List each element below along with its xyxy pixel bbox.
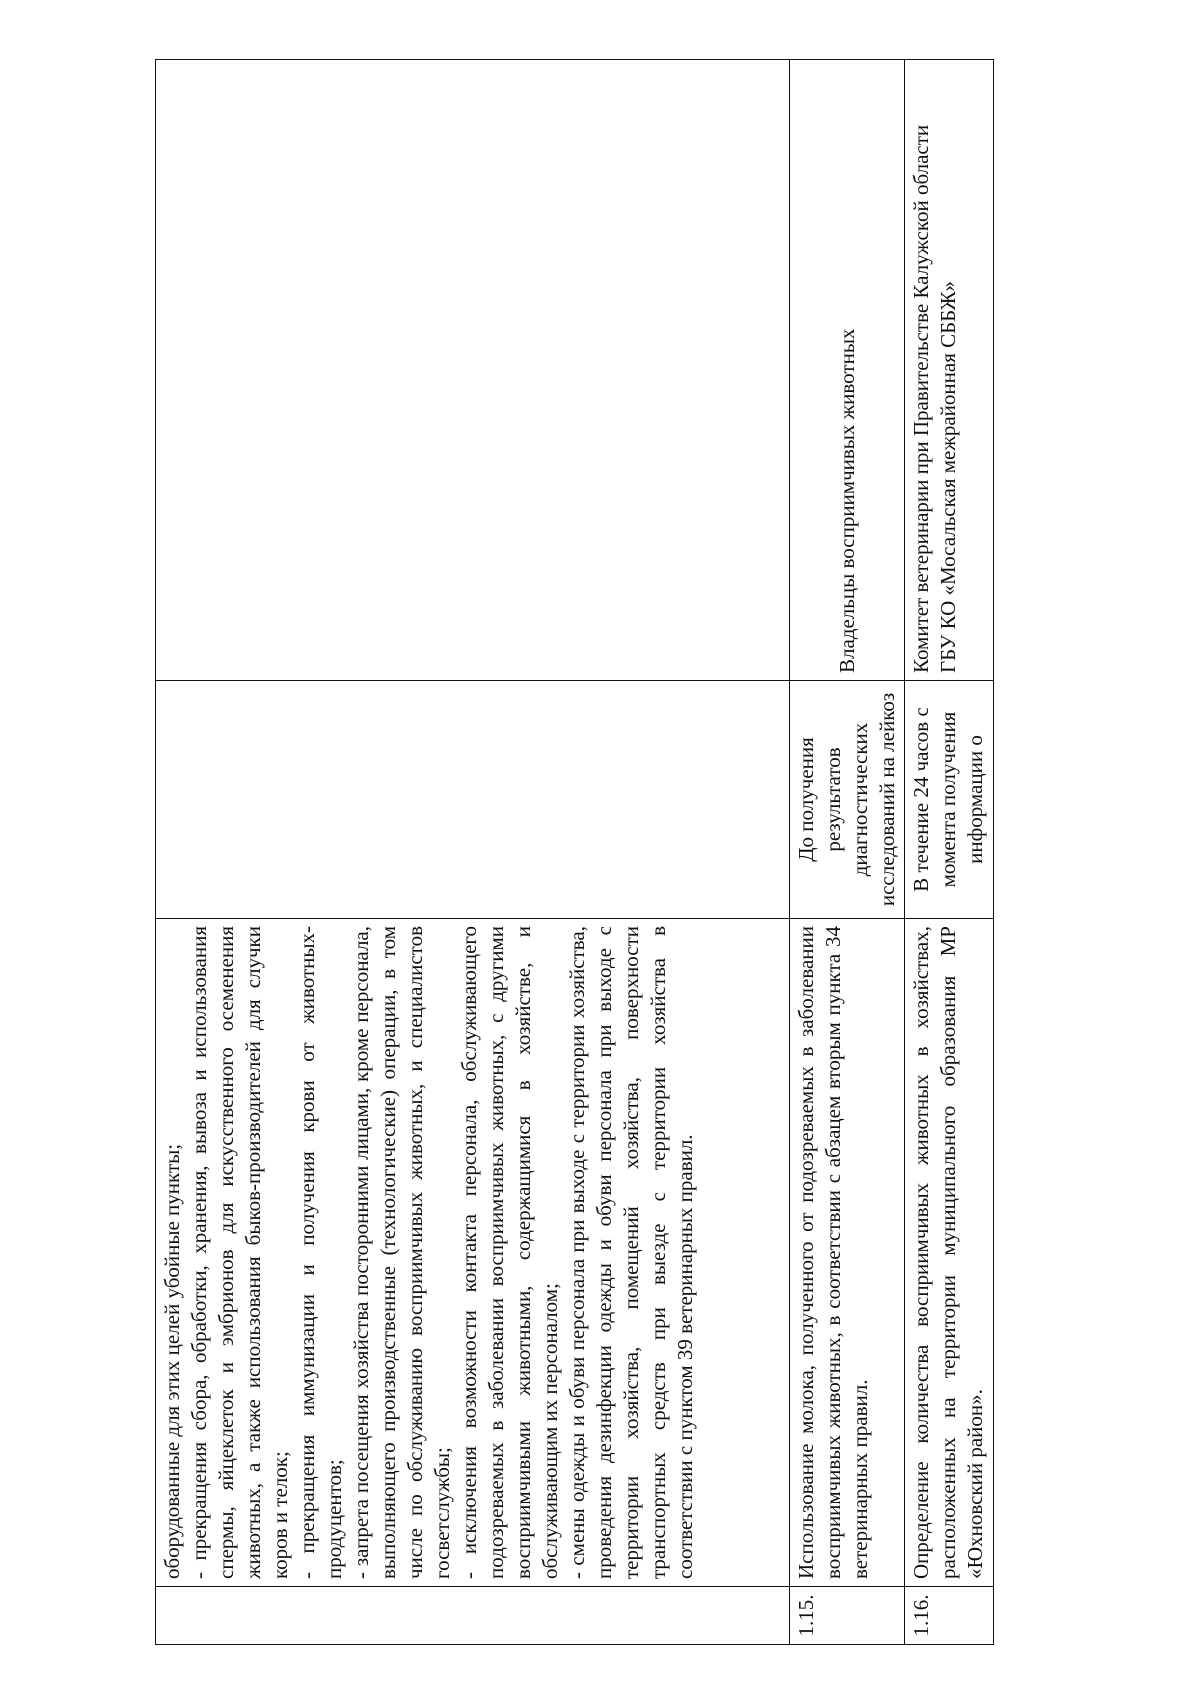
measure-description <box>790 919 905 1587</box>
measures-table <box>155 59 994 1645</box>
responsible-cell: Владельцы восприимчивых животных <box>790 60 905 681</box>
responsible-line: ГБУ КО «Мосальская межрайонная СББЖ» <box>936 280 960 673</box>
description-line: - запрета посещения хозяйства посторонними лицами, кроме персонала, выполняющего производственные (технологические) операции, в том числе по обслуживанию восприимчивых животных, и специалистов госветслужбы; <box>349 926 454 1579</box>
description-line: - прекращения сбора, обработки, хранения, вывоза и использования спермы, яйцеклеток и эмбрионов для искусственного осеменения животных, а также использования быков-производителей для случки коров и телок; <box>187 926 292 1579</box>
measure-description <box>905 919 994 1587</box>
table-row <box>905 60 994 1645</box>
deadline-cell <box>156 681 790 919</box>
responsible-cell <box>156 60 790 681</box>
row-number: 1.16. <box>905 1587 994 1645</box>
description-line: - смены одежды и обуви персонала при выходе с территории хозяйства, проведения дезинфекции одежды и обуви персонала при выходе с территории хозяйства, помещений хозяйства, поверхности транспортных средств при выезде с территории хозяйства в соответствии с пунктом 39 ветеринарных правил. <box>565 926 697 1579</box>
table-row <box>790 60 905 1645</box>
description-line: - прекращения иммунизации и получения крови от животных-продуцентов; <box>295 926 346 1579</box>
description-line: Определение количества восприимчивых животных в хозяйствах, расположенных на территории муниципального образования МР «Юхновский район». <box>909 926 987 1579</box>
row-number: 1.15. <box>790 1587 905 1645</box>
responsible-line: Комитет ветеринарии при Правительстве Калужской области <box>909 124 933 673</box>
description-line: Использование молока, полученного от подозреваемых в заболевании восприимчивых животных, в соответствии с абзацем вторым пункта 34 ветеринарных правил. <box>794 926 872 1579</box>
deadline-cell: До получения результатов диагностических исследований на лейкоз <box>790 681 905 919</box>
description-line: - исключения возможности контакта персонала, обслуживающего подозреваемых в заболевании восприимчивых животных, с другими восприимчивыми животными, содержащимися в хозяйстве, и обслуживающим их персоналом; <box>457 926 562 1579</box>
table-row <box>156 60 790 1645</box>
deadline-cell: В течение 24 часов с момента получения информации о <box>905 681 994 919</box>
description-line: оборудованные для этих целей убойные пункты; <box>160 1143 184 1579</box>
row-number <box>156 1587 790 1645</box>
measure-description <box>156 919 790 1587</box>
responsible-cell <box>905 60 994 681</box>
